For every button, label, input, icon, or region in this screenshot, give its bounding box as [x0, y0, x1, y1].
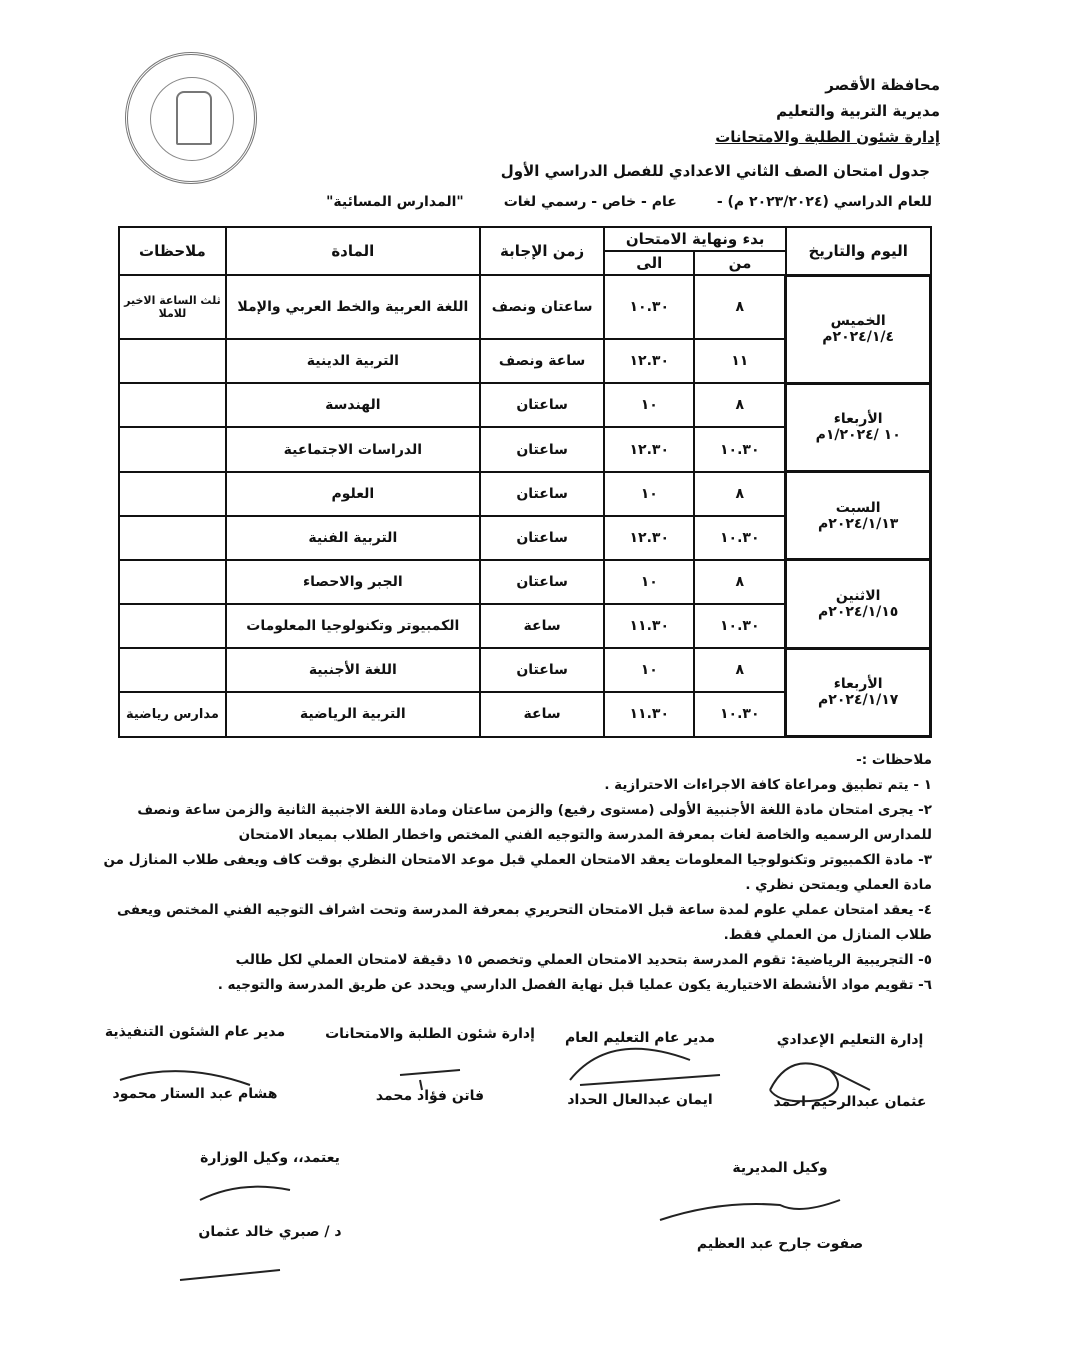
start-time: ١٠.٣٠ — [694, 516, 786, 560]
end-time: ١٠ — [604, 648, 694, 692]
signature-role: وكيل المديرية — [732, 1160, 828, 1176]
governorate: محافظة الأقصر — [825, 76, 940, 94]
duration: ساعة — [480, 692, 605, 736]
duration: ساعتان ونصف — [480, 275, 605, 339]
signature-mark — [770, 1063, 870, 1101]
subject: التربية الفنية — [226, 516, 480, 560]
start-time: ٨ — [694, 275, 786, 339]
notes-title: ملاحظات :- — [856, 752, 932, 768]
subject: اللغة الأجنبية — [226, 648, 480, 692]
signature-name: هشام عبد الستار محمود — [112, 1086, 278, 1102]
day-name: الأربعاء — [833, 676, 883, 693]
signature-name: ايمان عبدالعال الحداد — [567, 1092, 713, 1108]
header-from: من — [694, 251, 786, 275]
note-item: ٤- يعقد امتحان عملي علوم لمدة ساعة قبل الامتحان التحريري بمعرفة المدرسة وتحت اشراف التوجيه الفني المختص ويعفى طلاب المنازل من العملي فقط. — [117, 902, 932, 943]
signature-name: فاتن فؤاد محمد — [375, 1088, 485, 1104]
signature-mark — [120, 1071, 250, 1085]
department: إدارة شئون الطلبة والامتحانات — [715, 128, 940, 146]
note-item: ٢- يجرى امتحان مادة اللغة الأجنبية الأولى (مستوى رفيع) والزمن ساعتان ومادة اللغة الاجنبية الثانية والزمن ساعة ونصف للمدارس الرسميه والخاصة لغات بمعرفة المدرسة والتوجيه الفني المختص واخطار الطلاب بميعاد الامتحان — [137, 802, 932, 843]
row-notes: مدارس رياضية — [119, 692, 226, 736]
end-time: ١٠ — [604, 472, 694, 516]
row-notes: ثلث الساعة الاخير للاملا — [119, 275, 226, 339]
academic-year: للعام الدراسي (٢٠٢٣/٢٠٢٤ م) - — [716, 194, 932, 210]
signature-mark — [180, 1187, 290, 1280]
note-item: ٣- مادة الكمبيوتر وتكنولوجيا المعلومات يعقد الامتحان العملي قبل موعد الامتحان النظري بوقت كاف ويعفى طلاب المنازل من مادة العملي ويمتحن نظري . — [103, 852, 932, 893]
start-time: ٨ — [694, 648, 786, 692]
date: ٢٠٢٤/١/١٧م — [818, 692, 899, 709]
subject: الدراسات الاجتماعية — [226, 427, 480, 471]
start-time: ٨ — [694, 383, 786, 427]
signature-role: إدارة شئون الطلبة والامتحانات — [325, 1026, 535, 1042]
subject: الكمبيوتر وتكنولوجيا المعلومات — [226, 604, 480, 648]
header-subject: المادة — [226, 227, 480, 275]
end-time: ١٠.٣٠ — [604, 275, 694, 339]
duration: ساعتان — [480, 648, 605, 692]
end-time: ١٠ — [604, 383, 694, 427]
signature-mark — [660, 1200, 840, 1220]
duration: ساعة — [480, 604, 605, 648]
note-item: ٥- التجريبية الرياضية: تقوم المدرسة بتحديد الامتحان العملي وتخصص ١٥ دقيقة لامتحان العملي لكل طالب — [235, 952, 932, 968]
end-time: ١٠ — [604, 560, 694, 604]
signature-role: مدير عام الشئون التنفيذية — [104, 1024, 286, 1040]
duration: ساعتان — [480, 383, 605, 427]
duration: ساعة ونصف — [480, 339, 605, 383]
school-shift: "المدارس المسائية" — [326, 194, 464, 210]
end-time: ١١.٣٠ — [604, 604, 694, 648]
signature-mark — [570, 1049, 720, 1085]
subject: التربية الرياضية — [226, 692, 480, 736]
day-name: الاثنين — [835, 588, 881, 605]
duration: ساعتان — [480, 472, 605, 516]
day-name: السبت — [835, 499, 881, 516]
date: ٢٠٢٤/١/١٥م — [818, 604, 899, 621]
signature-mark — [400, 1070, 460, 1090]
signature-role: إدارة التعليم الإعدادي — [776, 1032, 924, 1048]
header-range: بدء ونهاية الامتحان — [604, 227, 785, 251]
signature-name: صفوت جارح عبد العظيم — [696, 1236, 864, 1252]
duration: ساعتان — [480, 427, 605, 471]
end-time: ١٢.٣٠ — [604, 427, 694, 471]
note-item: ١ - يتم تطبيق ومراعاة كافة الاجراءات الاحترازية . — [604, 777, 932, 793]
subject: التربية الدينية — [226, 339, 480, 383]
signature-name: د / صبري خالد عثمان — [198, 1224, 342, 1240]
school-types: عام - خاص - رسمي لغات — [503, 194, 677, 210]
header-day: اليوم والتاريخ — [786, 227, 931, 275]
header-duration: زمن الإجابة — [480, 227, 605, 275]
subject: العلوم — [226, 472, 480, 516]
subject: الهندسة — [226, 383, 480, 427]
start-time: ١١ — [694, 339, 786, 383]
signature-name: عثمان عبدالرحيم احمد — [773, 1094, 927, 1110]
header-to: الى — [604, 251, 694, 275]
day-name: الخميس — [830, 313, 886, 330]
signature-role: مدير عام التعليم العام — [565, 1030, 715, 1046]
date: ٢٠٢٤/١/٤م — [822, 329, 895, 346]
duration: ساعتان — [480, 560, 605, 604]
date: ١٠ /١/٢٠٢٤م — [815, 427, 901, 444]
document-title: جدول امتحان الصف الثاني الاعدادي للفصل الدراسي الأول — [500, 162, 930, 180]
note-item: ٦- تقويم مواد الأنشطة الاختيارية يكون عمليا قبل نهاية الفصل الدارسي ويحدد عن طريق المدرسة والتوجيه . — [217, 977, 932, 993]
date: ٢٠٢٤/١/١٣م — [818, 515, 899, 532]
start-time: ١٠.٣٠ — [694, 692, 786, 736]
end-time: ١٢.٣٠ — [604, 339, 694, 383]
end-time: ١٢.٣٠ — [604, 516, 694, 560]
end-time: ١١.٣٠ — [604, 692, 694, 736]
duration: ساعتان — [480, 516, 605, 560]
start-time: ٨ — [694, 560, 786, 604]
start-time: ١٠.٣٠ — [694, 604, 786, 648]
header-notes: ملاحظات — [119, 227, 226, 275]
start-time: ١٠.٣٠ — [694, 427, 786, 471]
directorate: مديرية التربية والتعليم — [776, 102, 940, 120]
subject: اللغة العربية والخط العربي والإملا — [226, 275, 480, 339]
day-name: الأربعاء — [833, 411, 883, 428]
signature-role: يعتمد،، وكيل الوزارة — [200, 1150, 340, 1166]
subject: الجبر والاحصاء — [226, 560, 480, 604]
start-time: ٨ — [694, 472, 786, 516]
